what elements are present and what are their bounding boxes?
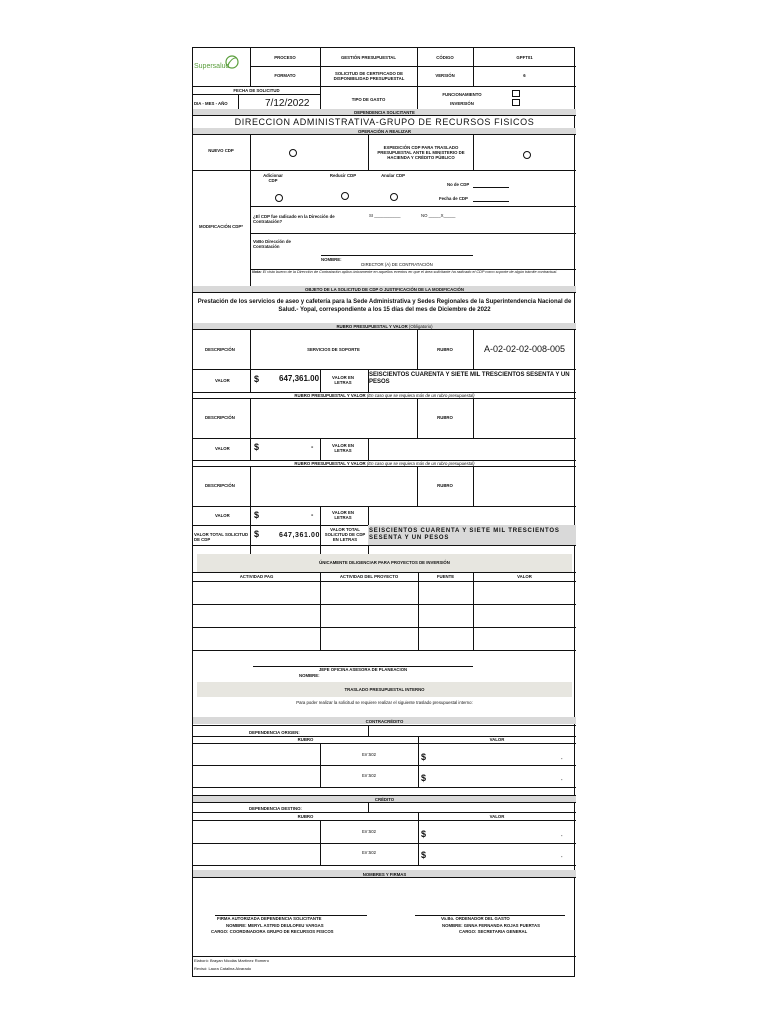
firma-right-title: Vo.Bo. ORDENADOR DEL GASTO: [441, 916, 510, 921]
supersalud-logo: [194, 54, 248, 76]
adicionar-radio[interactable]: [275, 194, 283, 202]
credito-header: CRÉDITO: [374, 797, 395, 802]
inversion-col-valor: VALOR: [517, 574, 532, 579]
codigo-value: GPFT01: [516, 55, 533, 60]
rubro2-descripcion-label: DESCRIPCIÓN: [205, 415, 235, 420]
traslado-note: Para poder realizar la solicitud se requiere realizar el siguiente traslado presupuestal interno:: [296, 700, 473, 705]
funcionamiento-label: FUNCIONAMIENTO: [442, 92, 482, 97]
total-letras-value[interactable]: SEISCIENTOS CUARENTA Y SIETE MIL TRESCIENTOS SESENTA Y UN PESOS: [369, 528, 560, 541]
inversion-checkbox[interactable]: [512, 99, 520, 106]
credito-valor-label: VALOR: [489, 814, 505, 819]
fecha-cdp-label: Fecha de CDP: [439, 196, 468, 201]
modificacion-label: MODIFICACIÓN CDP*: [199, 224, 243, 229]
credito-rubro-label: RUBRO: [297, 814, 314, 819]
rubro2-valor-label: VALOR: [215, 446, 230, 451]
vobo-nombre-label: NOMBRE:: [321, 257, 342, 262]
rubro3-descripcion-label: DESCRIPCIÓN: [205, 483, 235, 488]
rubro3-header: RUBRO PRESUPUESTAL Y VALOR (En caso que se requiera más de un rubro presupuestal): [294, 461, 475, 466]
firma-left-cargo: CARGO: COORDINADORA GRUPO DE RECURSOS FISICOS: [211, 929, 334, 934]
radicado-si[interactable]: SI ___________: [369, 213, 401, 218]
rubro1-letras-value[interactable]: SEISCIENTOS CUARENTA Y SIETE MIL TRESCIENTOS SESENTA Y UN PESOS: [369, 372, 570, 385]
fecha-solicitud-value[interactable]: 7/12/2022: [265, 98, 310, 109]
inversion-label: INVERSIÓN: [450, 101, 474, 106]
proceso-value: GESTIÓN PRESUPUESTAL: [340, 55, 397, 60]
rubro1-currency: $: [254, 374, 260, 384]
rubro1-header: RUBRO PRESUPUESTAL Y VALOR (Obligatorio): [336, 324, 433, 329]
fecha-solicitud-label: FECHA DE SOLICITUD: [233, 88, 280, 93]
no-cdp-label: No de CDP: [447, 182, 470, 187]
total-currency: $: [254, 529, 260, 539]
operacion-label: OPERACIÓN A REALIZAR: [358, 129, 411, 134]
dependencia-label: DEPENDENCIA SOLICITANTE: [354, 110, 415, 115]
firma-left-name: NOMBRE: MERYL ASTRID DEULOFEU VARGAS: [226, 923, 324, 928]
reducir-label: Reducir CDP: [329, 173, 357, 178]
rubro1-descripcion-value[interactable]: SERVICIOS DE SOPORTE: [307, 347, 360, 352]
contracredito-rubro-label: RUBRO: [297, 737, 314, 742]
credito-dash-1: -: [561, 833, 563, 838]
rubro1-rubro-value[interactable]: A-02-02-02-008-005: [483, 344, 566, 354]
rubro2-header: RUBRO PRESUPUESTAL Y VALOR (En caso que se requiera más de un rubro presupuestal): [294, 393, 475, 398]
expedicion-radio[interactable]: [523, 151, 531, 159]
inversion-col-actividad-pag: ACTIVIDAD PAG: [239, 574, 274, 579]
credito-err-2: Err:502: [361, 850, 377, 855]
cdp-request-form: [192, 47, 575, 977]
contracredito-err-2: Err:502: [361, 773, 377, 778]
reducir-radio[interactable]: [341, 192, 349, 200]
vobo-label: VoBo Dirección de Contratación: [253, 239, 291, 249]
contracredito-currency-1: $: [421, 752, 427, 762]
logo-text: Supersalud: [194, 63, 230, 70]
nota-text: Nota: El visto bueno de la Dirección de Contratación aplica únicamente en aquellos eventos en que el área solicitante ha radicado el CDP como soporte de algún trámite contractual.: [252, 270, 558, 274]
dependencia-destino-label: DEPENDENCIA DESTINO:: [249, 806, 302, 811]
anular-label: Anular CDP: [381, 173, 405, 178]
rubro1-valor-label: VALOR: [215, 378, 230, 383]
rubro3-valor-value[interactable]: -: [311, 512, 314, 519]
credito-dash-2: -: [561, 854, 563, 859]
dia-mes-ano-label: DIA - MES - AÑO: [194, 101, 228, 106]
reviso-text: Revisó: Laura Catalina Alvarado: [194, 966, 252, 971]
firma-right-cargo: CARGO: SECRETARIA GENERAL: [459, 929, 528, 934]
nuevo-cdp-radio[interactable]: [289, 149, 297, 157]
adicionar-label: Adicionar CDP: [263, 173, 283, 183]
rubro3-letras-label: VALOR EN LETRAS: [332, 510, 354, 520]
contracredito-valor-label: VALOR: [489, 737, 505, 742]
rubro2-valor-value[interactable]: -: [311, 444, 314, 451]
jefe-nombre-label: NOMBRE:: [299, 673, 320, 678]
dependencia-origen-label: DEPENDENCIA ORIGEN:: [249, 730, 300, 735]
contracredito-currency-2: $: [421, 773, 427, 783]
total-letras-label: VALOR TOTAL SOLICITUD DE CDP EN LETRAS: [324, 527, 366, 542]
tipo-gasto-label: TIPO DE GASTO: [351, 97, 386, 102]
total-label: VALOR TOTAL SOLICITUD DE CDP: [194, 532, 249, 542]
rubro1-rubro-label: RUBRO: [437, 347, 453, 352]
funcionamiento-checkbox[interactable]: [512, 90, 520, 97]
formato-label: FORMATO: [274, 73, 296, 78]
inversion-col-fuente: FUENTE: [436, 574, 455, 579]
rubro2-rubro-label: RUBRO: [437, 415, 453, 420]
rubro3-currency: $: [254, 510, 260, 520]
firma-left-title: FIRMA AUTORIZADA DEPENDENCIA SOLICITANTE: [217, 916, 322, 921]
rubro1-descripcion-label: DESCRIPCIÓN: [205, 347, 235, 352]
objeto-text[interactable]: Prestación de los servicios de aseo y cafetería para la Sede Administrativa y Sedes Regionales de la Superintendencia Nacional de Salud.- Yopal, correspondiente a los 15 días del mes de Diciembre de 2022: [197, 299, 572, 313]
version-label: VERSIÓN: [435, 73, 455, 78]
contracredito-dash-2: -: [561, 777, 563, 782]
inversion-col-actividad-proyecto: ACTIVIDAD DEL PROYECTO: [339, 574, 399, 579]
elaboro-text: Elaboró: Brayan Nicolás Martínez Romero: [194, 958, 269, 963]
version-value: 6: [523, 73, 526, 78]
dependencia-value[interactable]: DIRECCION ADMINISTRATIVA-GRUPO DE RECURSOS FISICOS: [234, 117, 535, 127]
expedicion-label: EXPEDICIÓN CDP PARA TRASLADO PRESUPUESTAL ANTE EL MINISTERIO DE HACIENDA Y CRÉDITO PÚBLICO: [377, 145, 465, 160]
firmas-header: NOMBRES Y FIRMAS: [362, 872, 407, 877]
contracredito-header: CONTRACRÉDITO: [365, 719, 404, 724]
radicado-question: ¿El CDP fue radicado en la Dirección de Contratación?: [253, 214, 335, 224]
proceso-label: PROCESO: [274, 55, 296, 60]
formato-value: SOLICITUD DE CERTIFICADO DE DISPONIBILIDAD PRESUPUESTAL: [333, 71, 405, 81]
firma-right-name: NOMBRE: GINNA FERNANDA ROJAS PUERTAS: [442, 923, 540, 928]
radicado-no[interactable]: NO _____X_____: [421, 213, 456, 218]
credito-err-1: Err:502: [361, 829, 377, 834]
contracredito-err-1: Err:502: [361, 752, 377, 757]
anular-radio[interactable]: [390, 193, 398, 201]
rubro3-valor-label: VALOR: [215, 513, 230, 518]
inversion-header: ÚNICAMENTE DILIGENCIAR PARA PROYECTOS DE INVERSIÓN: [319, 560, 450, 565]
contracredito-dash-1: -: [561, 756, 563, 761]
rubro3-rubro-label: RUBRO: [437, 483, 453, 488]
total-value[interactable]: 647,361.00: [279, 532, 321, 539]
rubro2-letras-label: VALOR EN LETRAS: [332, 443, 354, 453]
rubro1-valor-value[interactable]: 647,361.00: [279, 374, 320, 383]
traslado-header: TRASLADO PRESUPUESTAL INTERNO: [344, 687, 425, 692]
nuevo-cdp-label: NUEVO CDP: [208, 148, 234, 153]
rubro2-currency: $: [254, 442, 260, 452]
credito-currency-2: $: [421, 850, 427, 860]
director-label: DIRECTOR (A) DE CONTRATACIÓN: [361, 262, 433, 267]
objeto-header: OBJETO DE LA SOLICITUD DE CDP O JUSTIFICACIÓN DE LA MODIFICACIÓN: [305, 287, 464, 292]
credito-currency-1: $: [421, 829, 427, 839]
rubro1-letras-label: VALOR EN LETRAS: [332, 375, 354, 385]
codigo-label: CÓDIGO: [436, 55, 454, 60]
jefe-planeacion-label: JEFE OFICINA ASESORA DE PLANEACION: [318, 667, 408, 672]
